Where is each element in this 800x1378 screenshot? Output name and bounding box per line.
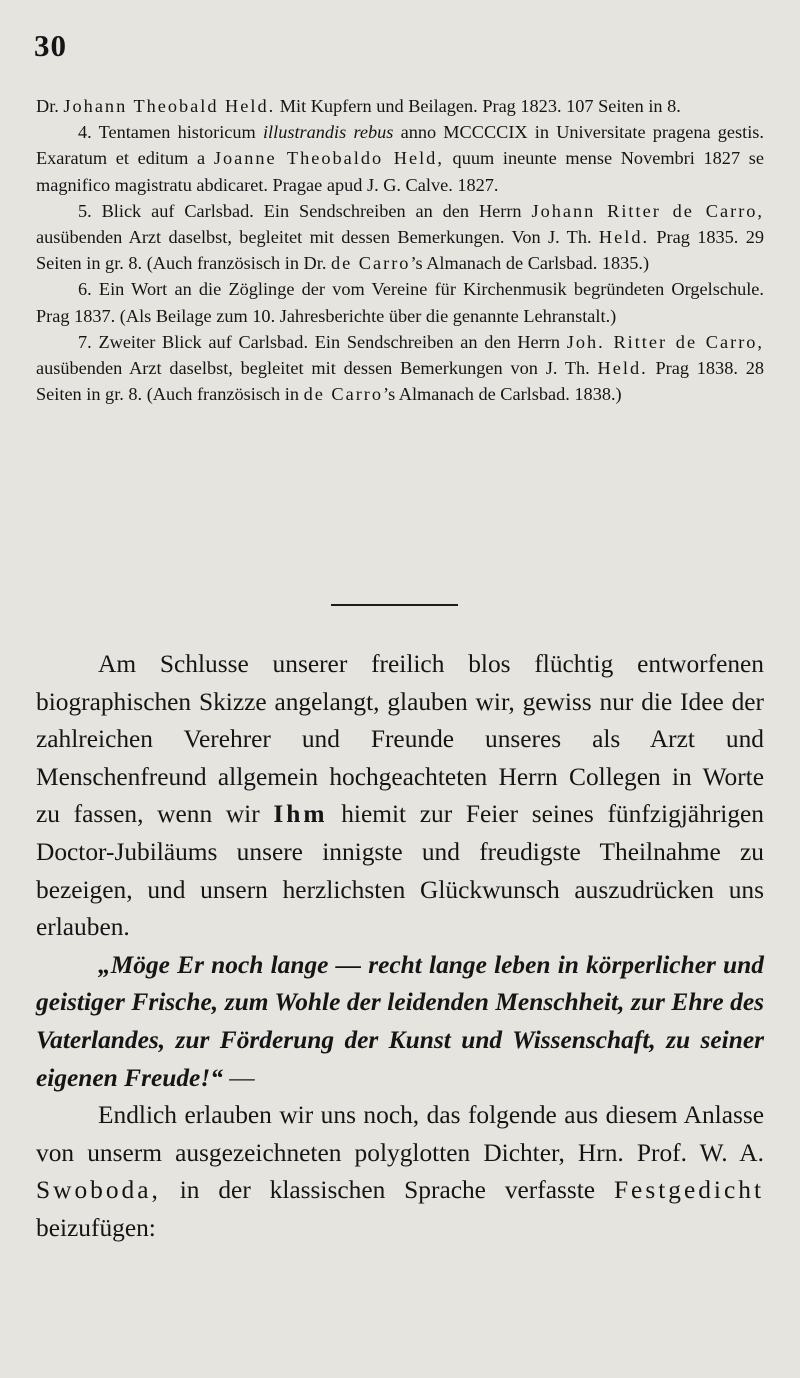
person-name: de Carro <box>303 384 384 405</box>
author-name: Johann Theobald Held. <box>63 96 276 116</box>
author-name: Held. <box>597 358 648 379</box>
bibliography-entry-6: 6. Ein Wort an die Zöglinge der vom Vereine für Kirchenmusik begründeten Orgelschule. Prag 1837. (Als Beilage zum 10. Jahresberichte über die genannte Lehranstalt.) <box>36 279 764 326</box>
bibliography-entry-7: 7. Zweiter Blick auf Carlsbad. Ein Sendschreiben an den Herrn Joh. Ritter de Carro, ausübenden Arzt daselbst, begleitet mit dessen Bemerkungen von J. Th. Held. Prag 1838. 28 Seiten in gr. 8. (Auch französisch in de Carro’s Almanach de Carlsbad. 1838.) <box>36 331 764 405</box>
person-name: Joh. Ritter de Carro, <box>566 331 764 352</box>
person-name: Johann Ritter de Carro, <box>531 200 764 221</box>
bibliography-list <box>36 93 764 407</box>
emphasis-ihm: Ihm <box>273 800 328 829</box>
page-number: 30 <box>34 28 67 63</box>
poet-name: Swoboda, <box>36 1176 161 1205</box>
italic-phrase: illustrandis rebus <box>262 122 394 143</box>
blessing-quote: „Möge Er noch lange — recht lange leben in körperlicher und geistiger Frische, zum Wohle der leidenden Menschheit, zur Ehre des Vaterlandes, zur Förderung der Kunst und Wissenschaft, zu seiner eigenen Freude!“ — <box>36 950 764 1092</box>
closing-paragraph: Am Schlusse unserer freilich blos flüchtig entworfenen biographischen Skizze angelangt, glauben wir, gewiss nur die Idee der zahlreichen Verehrer und Freunde unseres als Arzt und Menschenfreund allgemein hochgeachteten Herrn Collegen in Worte zu fassen, wenn wir Ihm hiemit zur Feier seines fünfzigjährigen Doctor-Jubiläums unsere innigste und freudigste Theilnahme zu bezeigen, und unsern herzlichsten Glückwunsch auszudrücken uns erlauben. <box>36 650 764 942</box>
main-text <box>36 646 764 1248</box>
bibliography-entry-5: 5. Blick auf Carlsbad. Ein Sendschreiben an den Herrn Johann Ritter de Carro, ausübenden Arzt daselbst, begleitet mit dessen Bemerkungen. Von J. Th. Held. Prag 1835. 29 Seiten in gr. 8. (Auch französisch in Dr. de Carro’s Almanach de Carlsbad. 1835.) <box>36 200 764 274</box>
person-name: de Carro <box>330 253 411 274</box>
author-name: Joanne Theobaldo Held, <box>213 148 444 169</box>
bibliography-entry-3-tail: Dr. Johann Theobald Held. Mit Kupfern und Beilagen. Prag 1823. 107 Seiten in 8. <box>36 96 681 116</box>
poem-intro-paragraph: Endlich erlauben wir uns noch, das folgende aus diesem Anlasse von unserm ausgezeichneten polyglotten Dichter, Hrn. Prof. W. A. Swoboda, in der klassischen Sprache verfasste Festgedicht beizufügen: <box>36 1101 764 1242</box>
author-name: Held. <box>598 227 650 248</box>
festgedicht-word: Festgedicht <box>613 1176 764 1205</box>
section-divider <box>331 604 458 606</box>
bibliography-entry-4: 4. Tentamen historicum illustrandis rebus anno MCCCCIX in Universitate pragena gestis. Exaratum et editum a Joanne Theobaldo Held, quum ineunte mense Novembri 1827 se magnifico magistratu abdicaret. Pragae apud J. G. Calve. 1827. <box>36 122 764 195</box>
